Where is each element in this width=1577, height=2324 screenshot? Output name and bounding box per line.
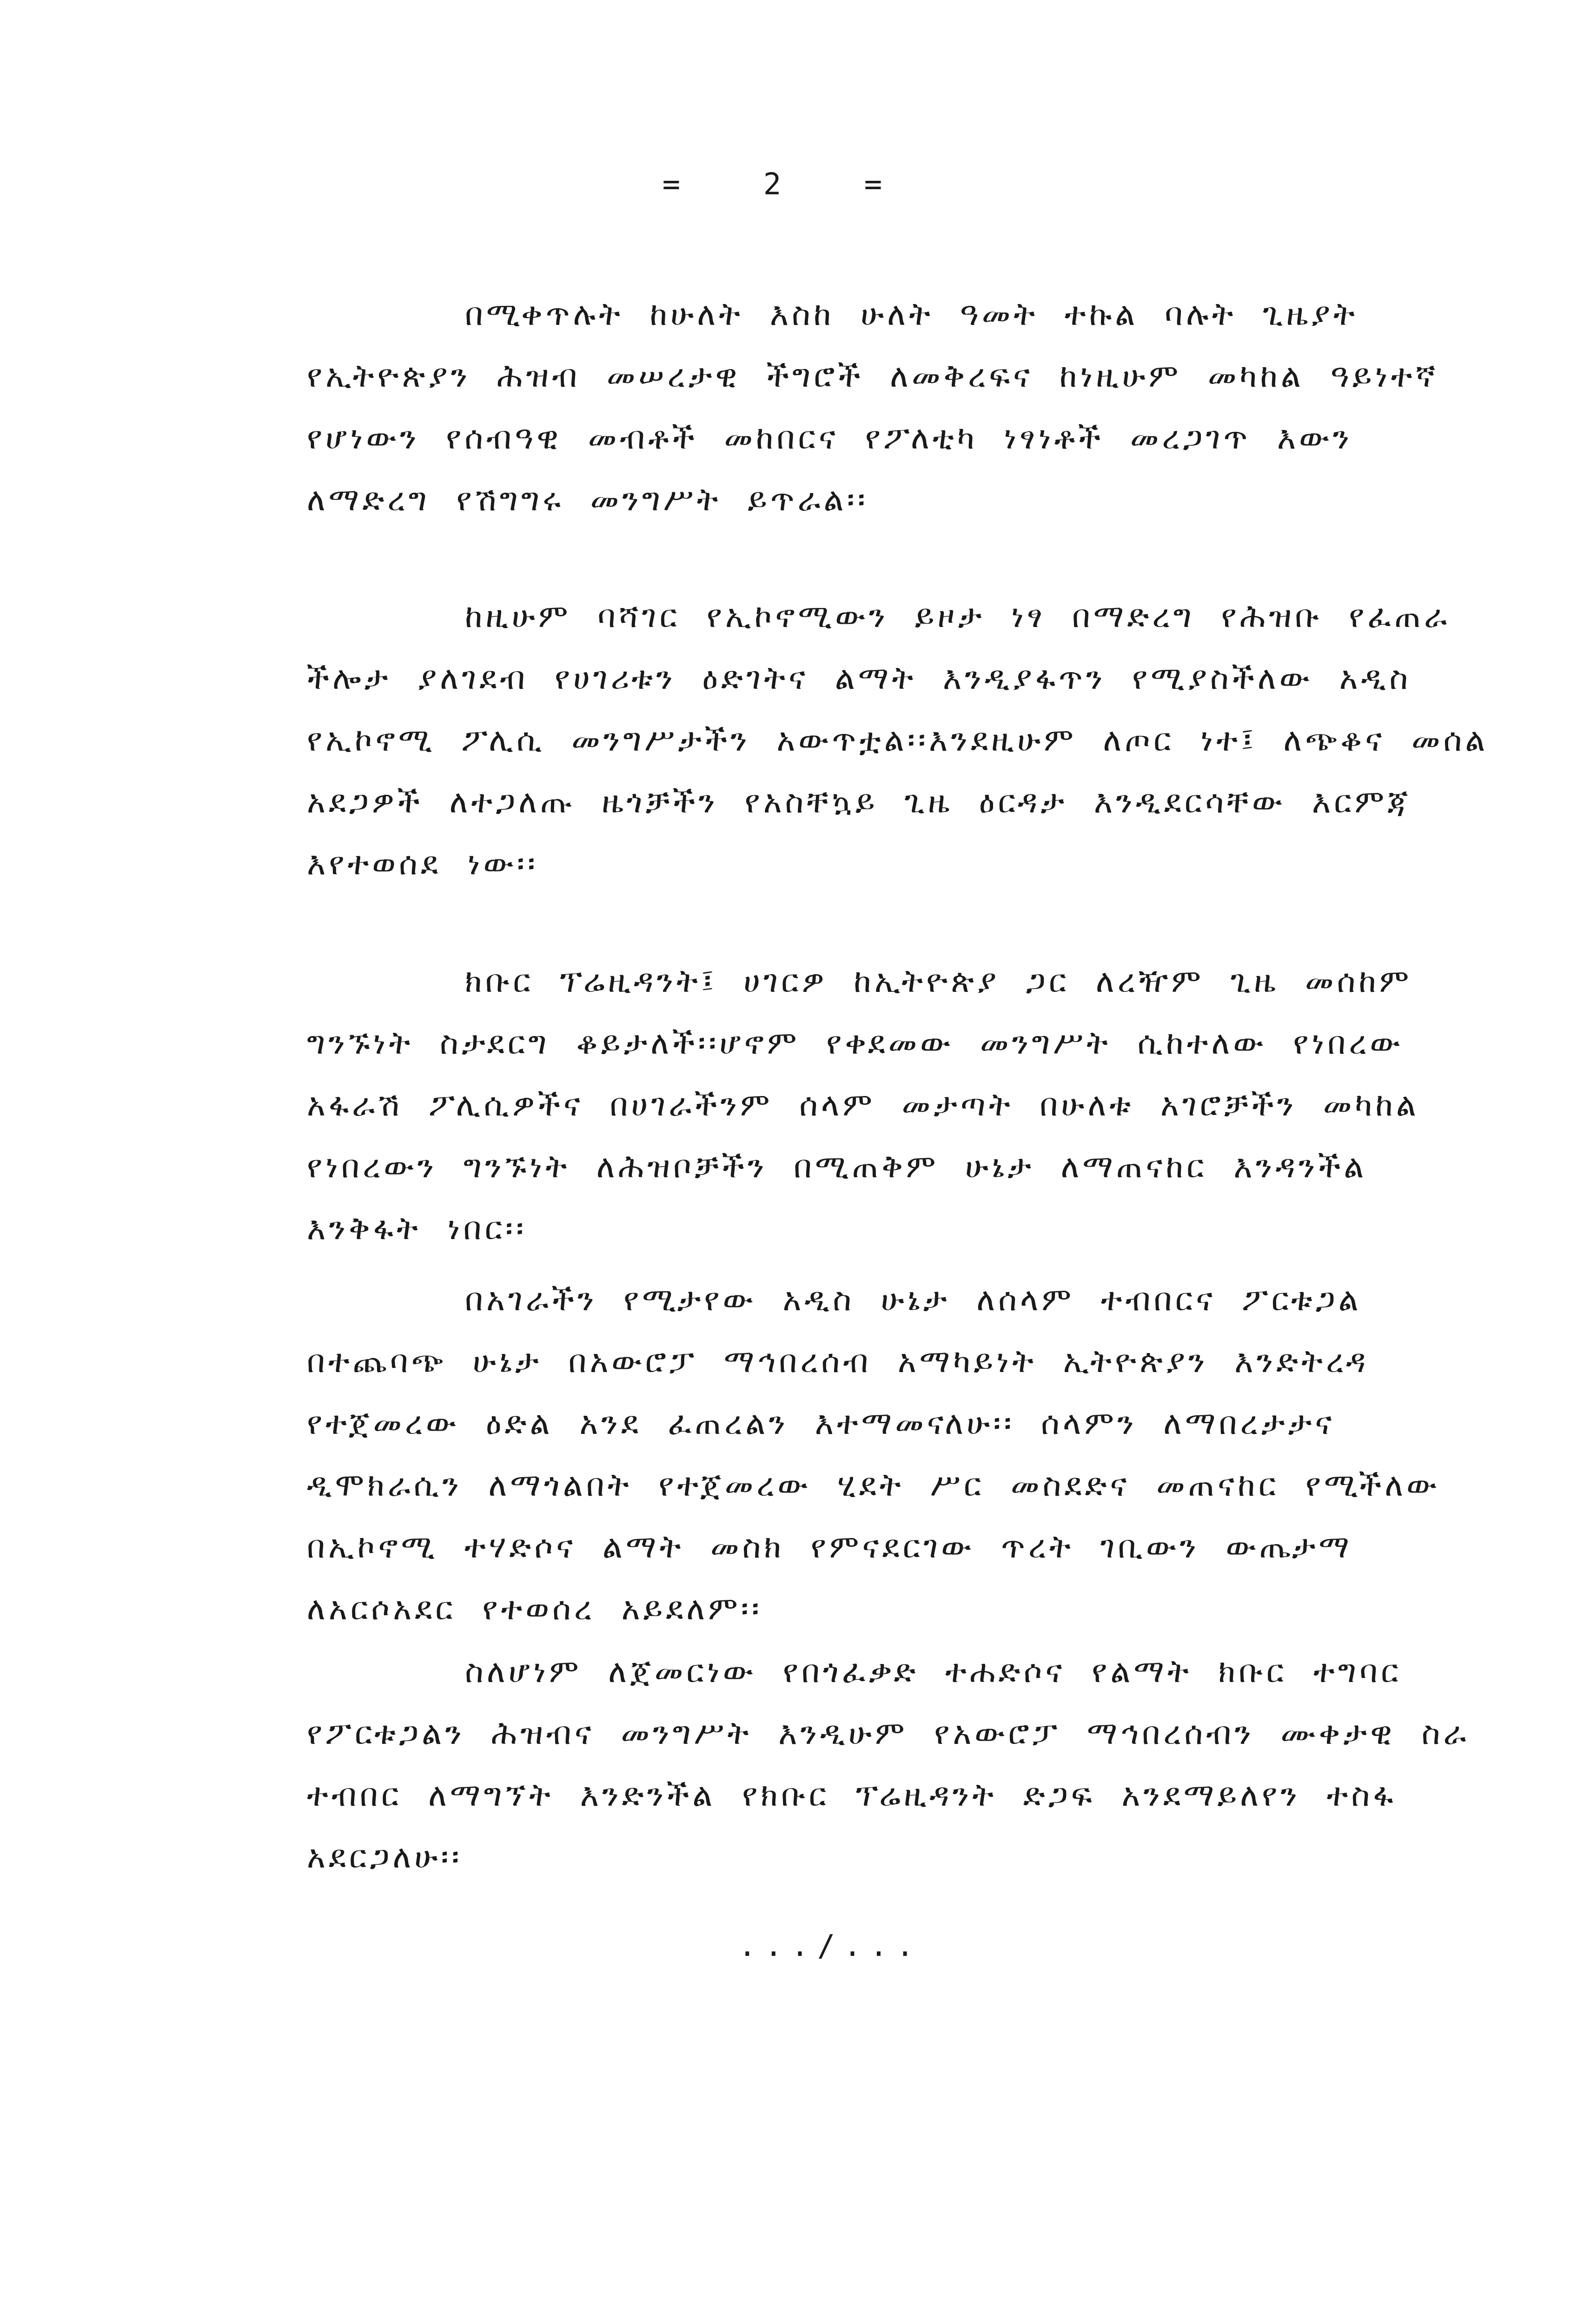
paragraph-4: በአገራችን የሚታየው አዲስ ሁኔታ ለሰላም ተብበርና ፖርቱጋል በተጨባጭ ሁኔታ በአውሮፓ ማኅበረሰብ አማካይነት ኢትዮጵያን እንድትረዳ የተጀመረው ዕድል አንደ ፈጠረልን እተማመናለሁ፡፡ ሰላምን ለማበረታታና ዲሞክራሲን ለማጎልበት የተጀመረው ሂደት ሥር መስደድና መጠናከር የሚችለው በኢኮኖሚ ተሃድሶና ልማት መስክ የምናደርገው ጥረት ገቢውን ውጤታማ ለአርሶአደር የተወሰረ አይደለም፡፡ xyxy=(307,1281,1440,1627)
paragraph-2: ከዚሁም ባሻገር የኢኮኖሚውን ይዞታ ነፃ በማድረግ የሕዝቡ የፈጠራ ችሎታ ያለገደብ የሀገሪቱን ዕድገትና ልማት እንዲያፋጥን የሚያስችለው አዲስ የኢኮኖሚ ፖሊሲ መንግሥታችን አውጥቷል፡፡እንደዚሁም ለጦር ነተ፤ ለጭቆና መሰል አደጋዎች ለተጋለጡ ዜጎቻችን የአስቸኳይ ጊዜ ዕርዳታ እንዲደርሳቸው እርምጃ እየተወሰደ ነው፡፡ xyxy=(307,598,1489,882)
paragraph-3: ክቡር ፕሬዚዳንት፤ ሀገርዎ ከኢትዮጵያ ጋር ለረዥም ጊዜ መሰከም ግንኙነት ስታደርግ ቆይታለች፡፡ሆኖም የቀደመው መንግሥት ሲከተለው የነበረው አፋራሽ ፖሊሲዎችና በሀገራችንም ሰላም መታጣት በሁለቱ አገሮቻችን መካከል የነበረውን ግንኙነት ለሕዝቦቻችን በሚጠቅም ሁኔታ ለማጠናከር እንዳንችል እንቅፋት ነበር፡፡ xyxy=(307,963,1420,1247)
paragraph-1: በሚቀጥሉት ከሁለት እስከ ሁለት ዓመት ተኩል ባሉት ጊዜያት የኢትዮጵያን ሕዝብ መሠረታዊ ችግሮች ለመቅረፍና ከነዚሁም መካከል ዓይነተኛ የሆነውን የሰብዓዊ መብቶች መከበርና የፖለቲካ ነፃነቶች መረጋገጥ እውን ለማድረግ የሽግግሩ መንግሥት ይጥራል፡፡ xyxy=(307,296,1439,518)
paragraph-5: ስለሆነም ለጀመርነው የበጎፈቃድ ተሐድሶና የልማት ክቡር ተግባር የፖርቱጋልን ሕዝብና መንግሥት እንዲሁም የአውሮፓ ማኅበረሰብን ሙቀታዊ ስራ ተብበር ለማግኘት እንድንችል የክቡር ፕሬዚዳንት ድጋፍ አንደማይለየን ተስፋ አደርጋለሁ፡፡ xyxy=(307,1653,1470,1875)
continuation-marker: .../... xyxy=(738,1929,922,1963)
page-number: = 2 = xyxy=(662,167,915,202)
